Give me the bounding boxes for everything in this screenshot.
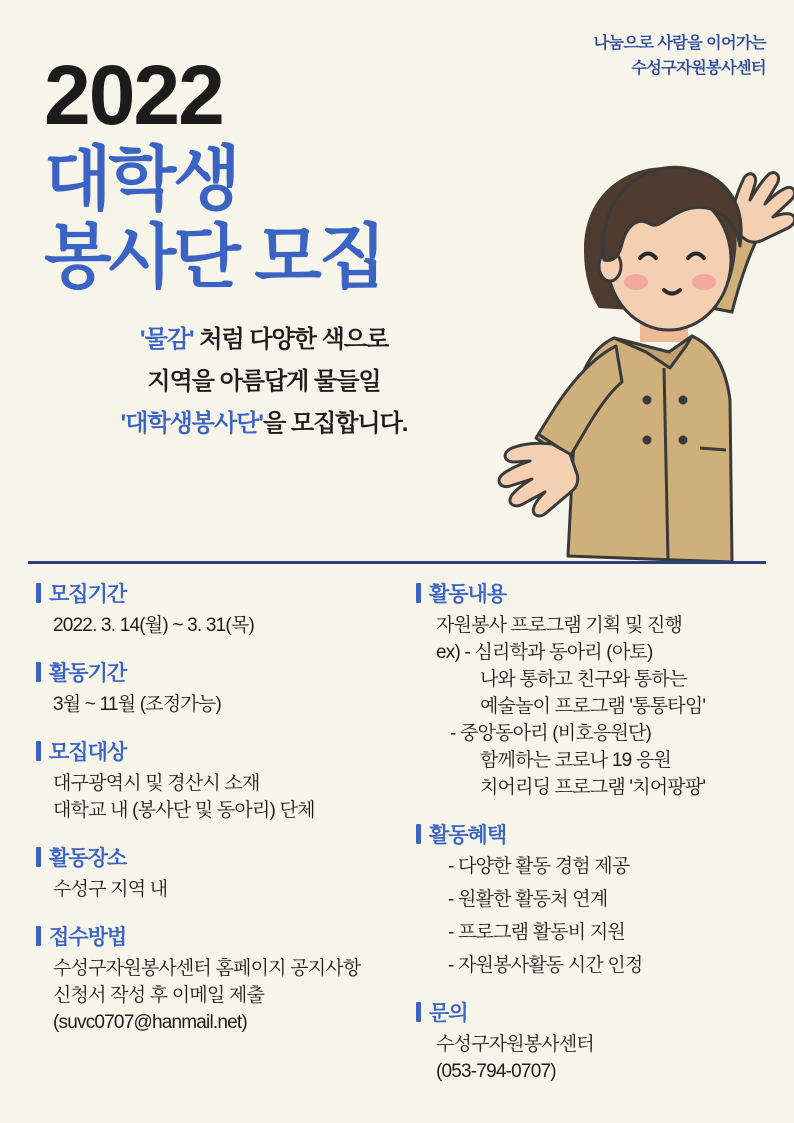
- section-title: 문의: [428, 1001, 468, 1025]
- section-body: [36, 956, 394, 1037]
- example-desc-line: 나와 통하고 친구와 통하는: [479, 668, 687, 690]
- subtitle-rest-3: 을 모집합니다.: [263, 409, 408, 437]
- section-body: [416, 854, 772, 980]
- brand-line-2: 수성구자원봉사센터: [631, 59, 766, 77]
- section-header: [416, 578, 772, 608]
- bar-marker-icon: [416, 824, 421, 844]
- example-title-2: 중앙동아리 (비호응원단): [460, 722, 652, 744]
- example-desc-line: 함께하는 코로나 19 응원: [479, 749, 671, 771]
- benefit-item: - 다양한 활동 경험 제공: [447, 855, 630, 877]
- bar-marker-icon: [36, 583, 41, 603]
- section-title: 활동장소: [49, 846, 127, 870]
- contact-org: 수성구자원봉사센터: [435, 1033, 594, 1055]
- section-header: [36, 578, 394, 608]
- section-body: [36, 877, 394, 904]
- section-title: 활동내용: [428, 583, 507, 606]
- section-line: 자원봉사 프로그램 기획 및 진행: [435, 615, 683, 636]
- section-header: [36, 921, 394, 951]
- section-apply-method: [36, 921, 394, 1037]
- section-activity-period: [36, 657, 394, 719]
- section-recruit-period: [36, 578, 394, 640]
- section-body: [36, 771, 394, 825]
- poster-year: 2022: [44, 48, 223, 142]
- bar-marker-icon: [36, 741, 41, 761]
- section-activity-content: [416, 578, 772, 802]
- section-line: 수성구자원봉사센터 홈페이지 공지사항: [53, 957, 361, 979]
- subtitle-highlight-2: '대학생봉사단': [120, 409, 264, 437]
- section-line: 수성구 지역 내: [53, 878, 168, 900]
- bar-marker-icon: [416, 1002, 421, 1022]
- section-line: 2022. 3. 14(월) ~ 3. 31(목): [53, 615, 255, 636]
- section-body: [36, 613, 394, 640]
- section-title: 모집기간: [49, 583, 127, 606]
- horizontal-divider: [28, 561, 766, 564]
- left-column: [28, 578, 394, 1103]
- section-title: 모집대상: [49, 740, 127, 764]
- example-prefix-2: -: [449, 722, 460, 744]
- subtitle-rest-1: 처럼 다양한 색으로: [193, 325, 389, 353]
- section-location: [36, 842, 394, 904]
- poster-subtitle: [44, 319, 484, 445]
- bar-marker-icon: [36, 662, 41, 682]
- benefit-item: - 자원봉사활동 시간 인정: [447, 954, 643, 976]
- poster-headline: [44, 140, 514, 297]
- subtitle-highlight-1: '물감': [139, 325, 194, 353]
- bar-marker-icon: [416, 583, 421, 603]
- section-line: 대구광역시 및 경산시 소재: [53, 772, 260, 794]
- section-header: [416, 997, 772, 1027]
- section-header: [36, 657, 394, 687]
- right-column: [406, 578, 772, 1103]
- section-header: [36, 736, 394, 766]
- title-block: [44, 48, 514, 445]
- section-header: [36, 842, 394, 872]
- section-line-email: (suvc0707@hanmail.net): [53, 1011, 247, 1033]
- section-body: [416, 613, 772, 802]
- bar-marker-icon: [36, 847, 41, 867]
- section-target: [36, 736, 394, 825]
- section-title: 활동기간: [49, 661, 127, 685]
- example-line-2: [436, 721, 772, 748]
- section-benefits: [416, 819, 772, 980]
- subtitle-line-1: [44, 319, 484, 361]
- brand-block: [594, 32, 766, 82]
- section-body: [416, 1032, 772, 1086]
- benefit-item: - 프로그램 활동비 지원: [447, 921, 625, 943]
- subtitle-line-3: [44, 403, 484, 445]
- section-line: 3월 ~ 11월 (조정가능): [53, 693, 222, 715]
- example-line-1: [436, 640, 772, 667]
- example-desc-line: 치어리딩 프로그램 '치어팡팡': [479, 776, 706, 798]
- info-columns: [28, 578, 772, 1103]
- section-contact: [416, 997, 772, 1086]
- example-desc-line: 예술놀이 프로그램 '통통타임': [479, 695, 706, 717]
- example-prefix: ex) -: [435, 641, 475, 663]
- headline-line-2: 봉사단 모집: [44, 218, 384, 297]
- headline-line-1: 대학생: [44, 139, 238, 218]
- section-line: 대학교 내 (봉사단 및 동아리) 단체: [53, 799, 315, 821]
- example-title-1: 심리학과 동아리 (아토): [474, 641, 653, 663]
- section-line: 신청서 작성 후 이메일 제출: [53, 984, 265, 1006]
- bar-marker-icon: [36, 926, 41, 946]
- section-title: 접수방법: [49, 925, 127, 949]
- contact-phone: (053-794-0707): [435, 1060, 556, 1082]
- section-title: 활동혜택: [428, 823, 507, 847]
- benefit-item: - 원활한 활동처 연계: [447, 888, 608, 910]
- subtitle-line-2: 지역을 아름답게 물들일: [147, 367, 381, 395]
- section-body: [36, 692, 394, 719]
- section-header: [416, 819, 772, 849]
- brand-line-1: 나눔으로 사람을 이어가는: [593, 35, 766, 52]
